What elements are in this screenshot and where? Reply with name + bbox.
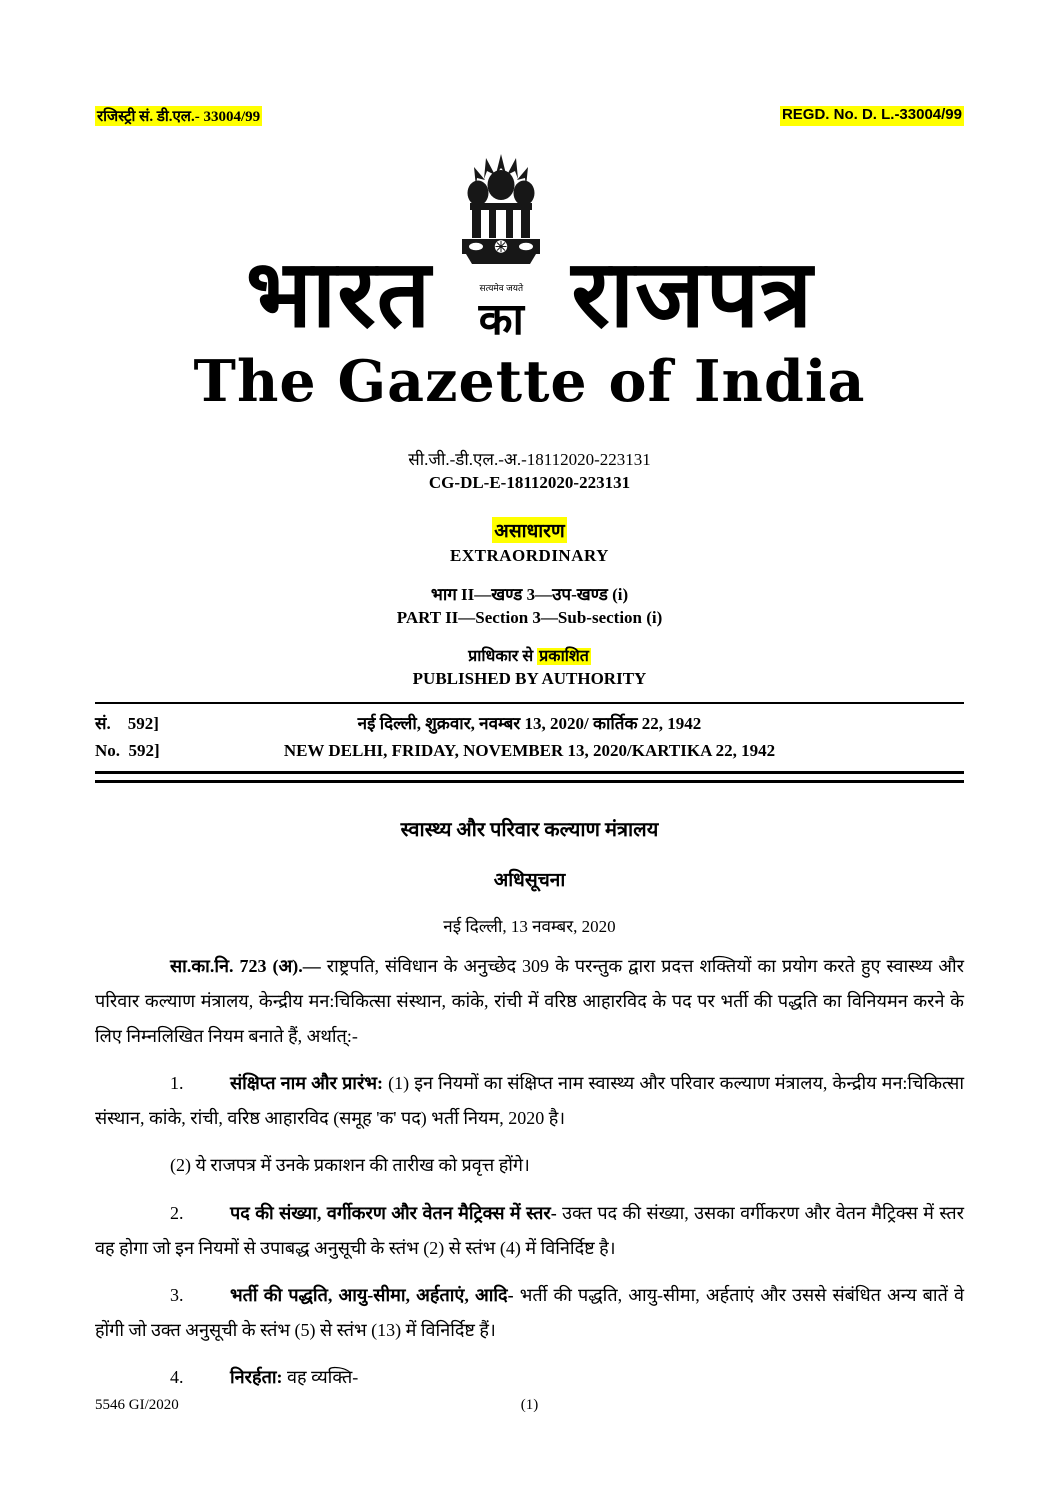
ministry-heading: स्वास्थ्य और परिवार कल्याण मंत्रालय — [400, 818, 659, 841]
issue-date-english: NEW DELHI, FRIDAY, NOVEMBER 13, 2020/KARTIKA 22, 1942 — [283, 740, 776, 760]
paragraph-lead: पद की संख्या, वर्गीकरण और वेतन मैट्रिक्स में स्तर- — [230, 1202, 557, 1223]
issue-type-block — [95, 495, 964, 689]
masthead-title-ka: का — [478, 295, 524, 344]
page-footer — [0, 1397, 1059, 1414]
rule-paragraph-3 — [95, 1278, 964, 1348]
issue-number-hindi: सं. 592] — [95, 714, 159, 734]
authority-english: PUBLISHED BY AUTHORITY — [412, 669, 647, 689]
horizontal-rule-double — [95, 771, 964, 783]
rule-paragraph-4 — [95, 1360, 964, 1395]
paragraph-text: (1) इन नियमों का संक्षिप्त नाम स्वास्थ्य और परिवार कल्याण मंत्रालय, केन्द्रीय मन:चिकित्सा संस्थान, कांके, रांची, वरिष्ठ आहारविद (समूह 'क' पद) भर्ती नियम, 2020 है। — [95, 1073, 964, 1129]
part-section-english: PART II—Section 3—Sub-section (i) — [396, 608, 663, 628]
authority-hindi-highlight: प्रकाशित — [539, 648, 589, 666]
registration-number-english: REGD. No. D. L.-33004/99 — [780, 106, 964, 126]
rule-paragraph-2 — [95, 1196, 964, 1266]
footer-print-code: 5546 GI/2020 — [95, 1397, 179, 1413]
authority-hindi-prefix: प्राधिकार से — [468, 648, 538, 666]
registration-line — [95, 0, 964, 126]
paragraph-lead: संक्षिप्त नाम और प्रारंभ: — [230, 1073, 383, 1094]
rule-paragraph-1-sub-2 — [95, 1148, 964, 1183]
rule-paragraph-1 — [95, 1066, 964, 1136]
paragraph-number: 3. — [170, 1284, 184, 1305]
national-emblem-icon — [445, 152, 557, 280]
part-section-hindi: भाग II—खण्ड 3—उप-खण्ड (i) — [430, 585, 629, 605]
emblem-motto: सत्यमेव जयते — [479, 283, 524, 293]
paragraph-number: 1. — [170, 1073, 184, 1094]
registration-number-hindi: रजिस्ट्री सं. डी.एल.- 33004/99 — [95, 106, 262, 126]
page-number: (1) — [520, 1397, 539, 1413]
gazette-title-english: The Gazette of India — [193, 348, 866, 416]
extraordinary-english: EXTRAORDINARY — [450, 546, 609, 566]
issue-row — [95, 711, 964, 771]
paragraph-text: (2) ये राजपत्र में उनके प्रकाशन की तारीख को प्रवृत्त होंगे। — [170, 1155, 530, 1176]
authority-hindi — [95, 644, 964, 666]
notification-heading: अधिसूचना — [493, 869, 566, 891]
paragraph-lead: निरर्हता: — [230, 1366, 283, 1387]
paragraph-number: 2. — [170, 1202, 184, 1223]
gazette-code-hindi: सी.जी.-डी.एल.-अ.-18112020-223131 — [408, 450, 651, 470]
issue-date-block — [255, 711, 804, 764]
paragraph-text: भर्ती की पद्धति, आयु-सीमा, अर्हताएं और उससे संबंधित अन्य बातें वे होंगी जो उक्त अनुसूची के स्तंभ (5) से स्तंभ (13) में विनिर्दिष्ट हैं। — [95, 1284, 964, 1340]
paragraph-text: उक्त पद की संख्या, उसका वर्गीकरण और वेतन मैट्रिक्स में स्तर वह होगा जो इन नियमों से उपाबद्ध अनुसूची के स्तंभ (2) से स्तंभ (4) में विनिर्दिष्ट है। — [95, 1202, 964, 1258]
gazette-code-english: CG-DL-E-18112020-223131 — [428, 473, 631, 493]
paragraph-text: वह व्यक्ति- — [282, 1366, 359, 1387]
paragraph-number: 4. — [170, 1366, 184, 1387]
intro-paragraph-text: राष्ट्रपति, संविधान के अनुच्छेद 309 के परन्तुक द्वारा प्रदत्त शक्तियों का प्रयोग करते हुए स्वास्थ्य और परिवार कल्याण मंत्रालय, केन्द्रीय मन:चिकित्सा संस्थान, कांके, रांची में वरिष्ठ आहारविद के पद पर भर्ती की पद्धति का विनियमन करने के लिए निम्नलिखित नियम बनाते हैं, अर्थात्:- — [95, 955, 964, 1047]
gsr-number: सा.का.नि. 723 (अ).— — [170, 955, 321, 976]
gazette-codes — [95, 449, 964, 495]
notification-date: नई दिल्ली, 13 नवम्बर, 2020 — [443, 916, 616, 936]
extraordinary-hindi: असाधारण — [492, 517, 566, 543]
emblem-column — [445, 152, 557, 344]
masthead-title-rajpatra: राजपत्र — [571, 242, 814, 347]
issue-number-english: No. 592] — [95, 740, 160, 760]
issue-date-hindi: नई दिल्ली, शुक्रवार, नवम्बर 13, 2020/ कार्तिक 22, 1942 — [357, 714, 702, 734]
intro-paragraph — [95, 949, 964, 1054]
masthead-title-bharat: भारत — [245, 242, 432, 347]
masthead — [95, 152, 964, 347]
horizontal-rule-top — [95, 702, 964, 704]
issue-number-block — [95, 711, 255, 764]
paragraph-lead: भर्ती की पद्धति, आयु-सीमा, अर्हताएं, आदि- — [230, 1284, 514, 1305]
